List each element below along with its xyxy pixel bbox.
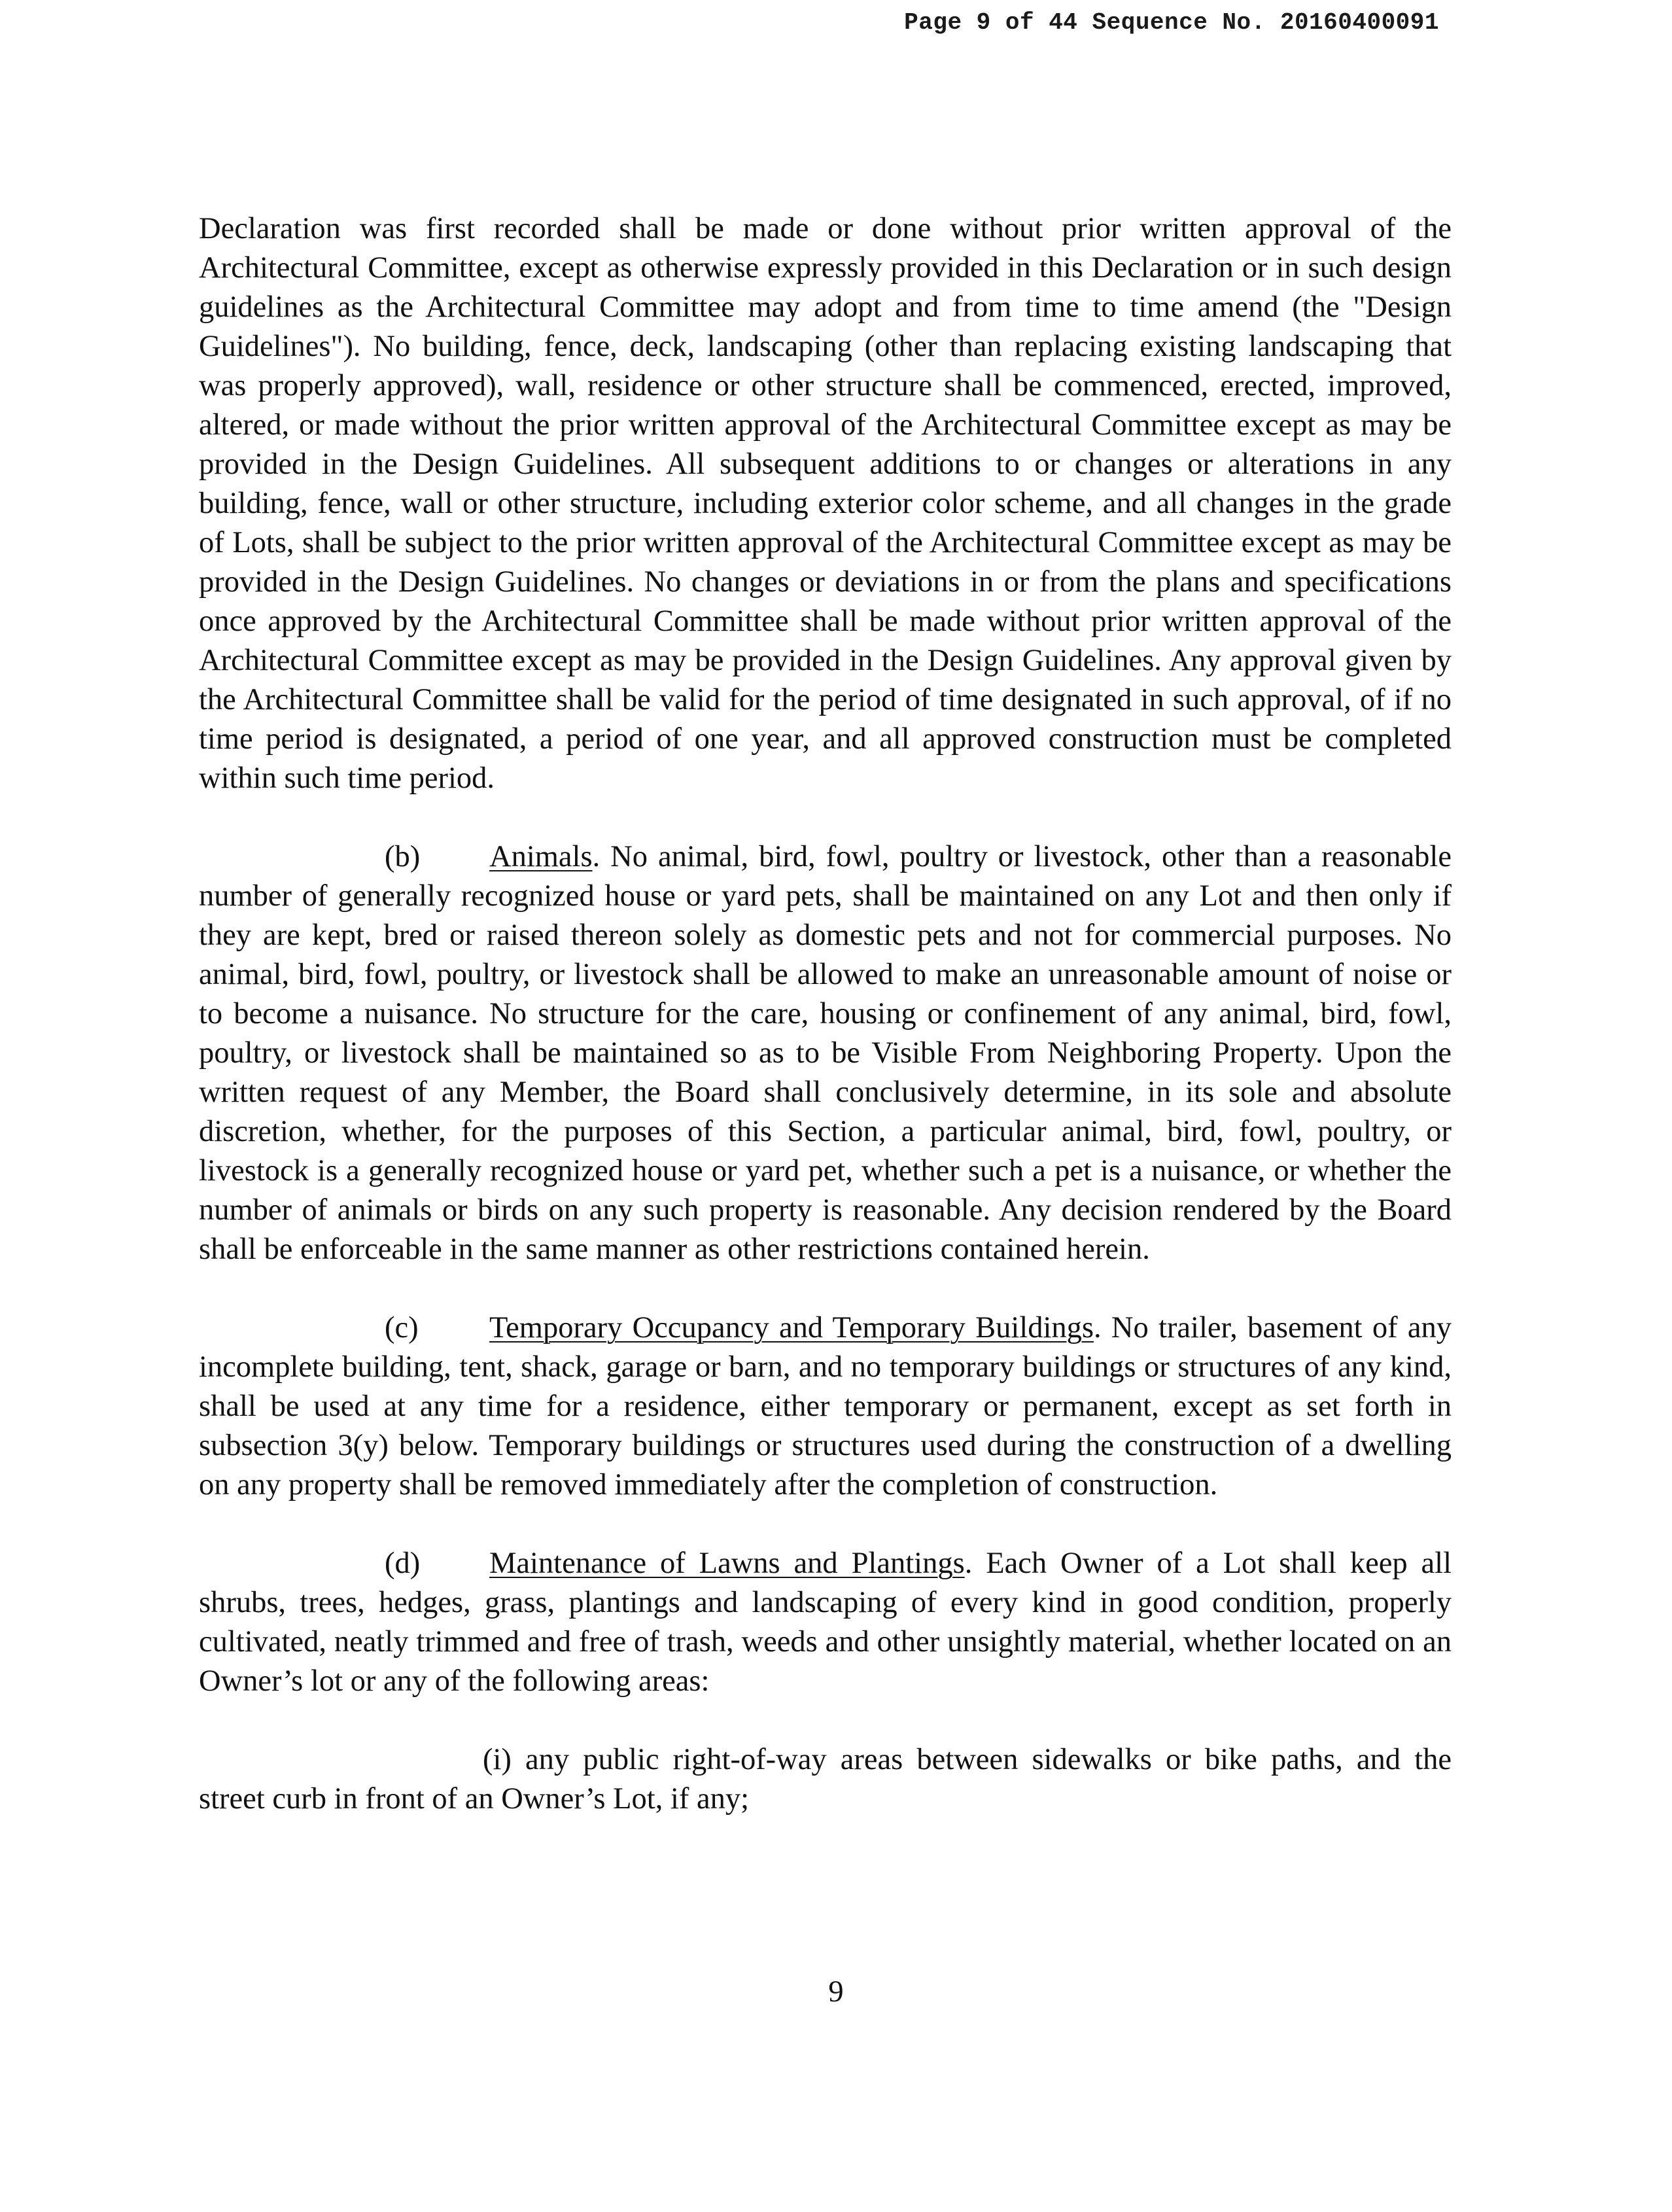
paragraph-text: . No trailer, basement of any incomplete building, tent, shack, garage or barn, and no temporary buildings or structures of any kind, shall be used at any time for a residence, either temporary or permanent, except as set forth in subsection 3(y) below. Temporary buildings or structures used during the construction of a dwelling on any property shall be removed immediately after the completion of construction. (199, 1311, 1452, 1501)
section-heading: Maintenance of Lawns and Plantings (489, 1547, 965, 1580)
paragraph-b-animals (199, 837, 1452, 1269)
paragraph-label: (d) (385, 1547, 421, 1580)
section-heading: Temporary Occupancy and Temporary Buildings (489, 1311, 1094, 1344)
paragraph-label: (c) (385, 1311, 419, 1344)
page-number: 9 (828, 1975, 844, 2009)
document-body (199, 209, 1452, 1858)
paragraph-c-temporary-occupancy (199, 1308, 1452, 1505)
paragraph-d-i: (i) any public right-of-way areas between sidewalks or bike paths, and the street curb in front of an Owner’s Lot, if any; (199, 1743, 1452, 1816)
paragraph-intro: Declaration was first recorded shall be made or done without prior written approval of the Architectural Committee, except as otherwise expressly provided in this Declaration or in such design guidelines as the Architectural Committee may adopt and from time to time amend (the "Design Guidelines"). No building, fence, deck, landscaping (other than replacing existing landscaping that was properly approved), wall, residence or other structure shall be commenced, erected, improved, altered, or made without the prior written approval of the Architectural Committee except as may be provided in the Design Guidelines. All subsequent additions to or changes or alterations in any building, fence, wall or other structure, including exterior color scheme, and all changes in the grade of Lots, shall be subject to the prior written approval of the Architectural Committee except as may be provided in the Design Guidelines. No changes or deviations in or from the plans and specifications once approved by the Architectural Committee shall be made without prior written approval of the Architectural Committee except as may be provided in the Design Guidelines. Any approval given by the Architectural Committee shall be valid for the period of time designated in such approval, of if no time period is designated, a period of one year, and all approved construction must be completed within such time period. (199, 212, 1452, 795)
paragraph-text: . No animal, bird, fowl, poultry or livestock, other than a reasonable number of generally recognized house or yard pets, shall be maintained on any Lot and then only if they are kept, bred or raised thereon solely as domestic pets and not for commercial purposes. No animal, bird, fowl, poultry, or livestock shall be allowed to make an unreasonable amount of noise or to become a nuisance. No structure for the care, housing or confinement of any animal, bird, fowl, poultry, or livestock shall be maintained so as to be Visible From Neighboring Property. Upon the written request of any Member, the Board shall conclusively determine, in its sole and absolute discretion, whether, for the purposes of this Section, a particular animal, bird, fowl, poultry, or livestock is a generally recognized house or yard pet, whether such a pet is a nuisance, or whether the number of animals or birds on any such property is reasonable. Any decision rendered by the Board shall be enforceable in the same manner as other restrictions contained herein. (199, 840, 1452, 1266)
paragraph-d-maintenance (199, 1544, 1452, 1701)
paragraph-text: . Each Owner of a Lot shall keep all shrubs, trees, hedges, grass, plantings and landscaping of every kind in good condition, properly cultivated, neatly trimmed and free of trash, weeds and other unsightly material, whether located on an Owner’s lot or any of the following areas: (199, 1547, 1452, 1698)
section-heading: Animals (489, 840, 593, 873)
page-sequence-header: Page 9 of 44 Sequence No. 20160400091 (904, 9, 1439, 36)
paragraph-label: (b) (385, 840, 421, 873)
